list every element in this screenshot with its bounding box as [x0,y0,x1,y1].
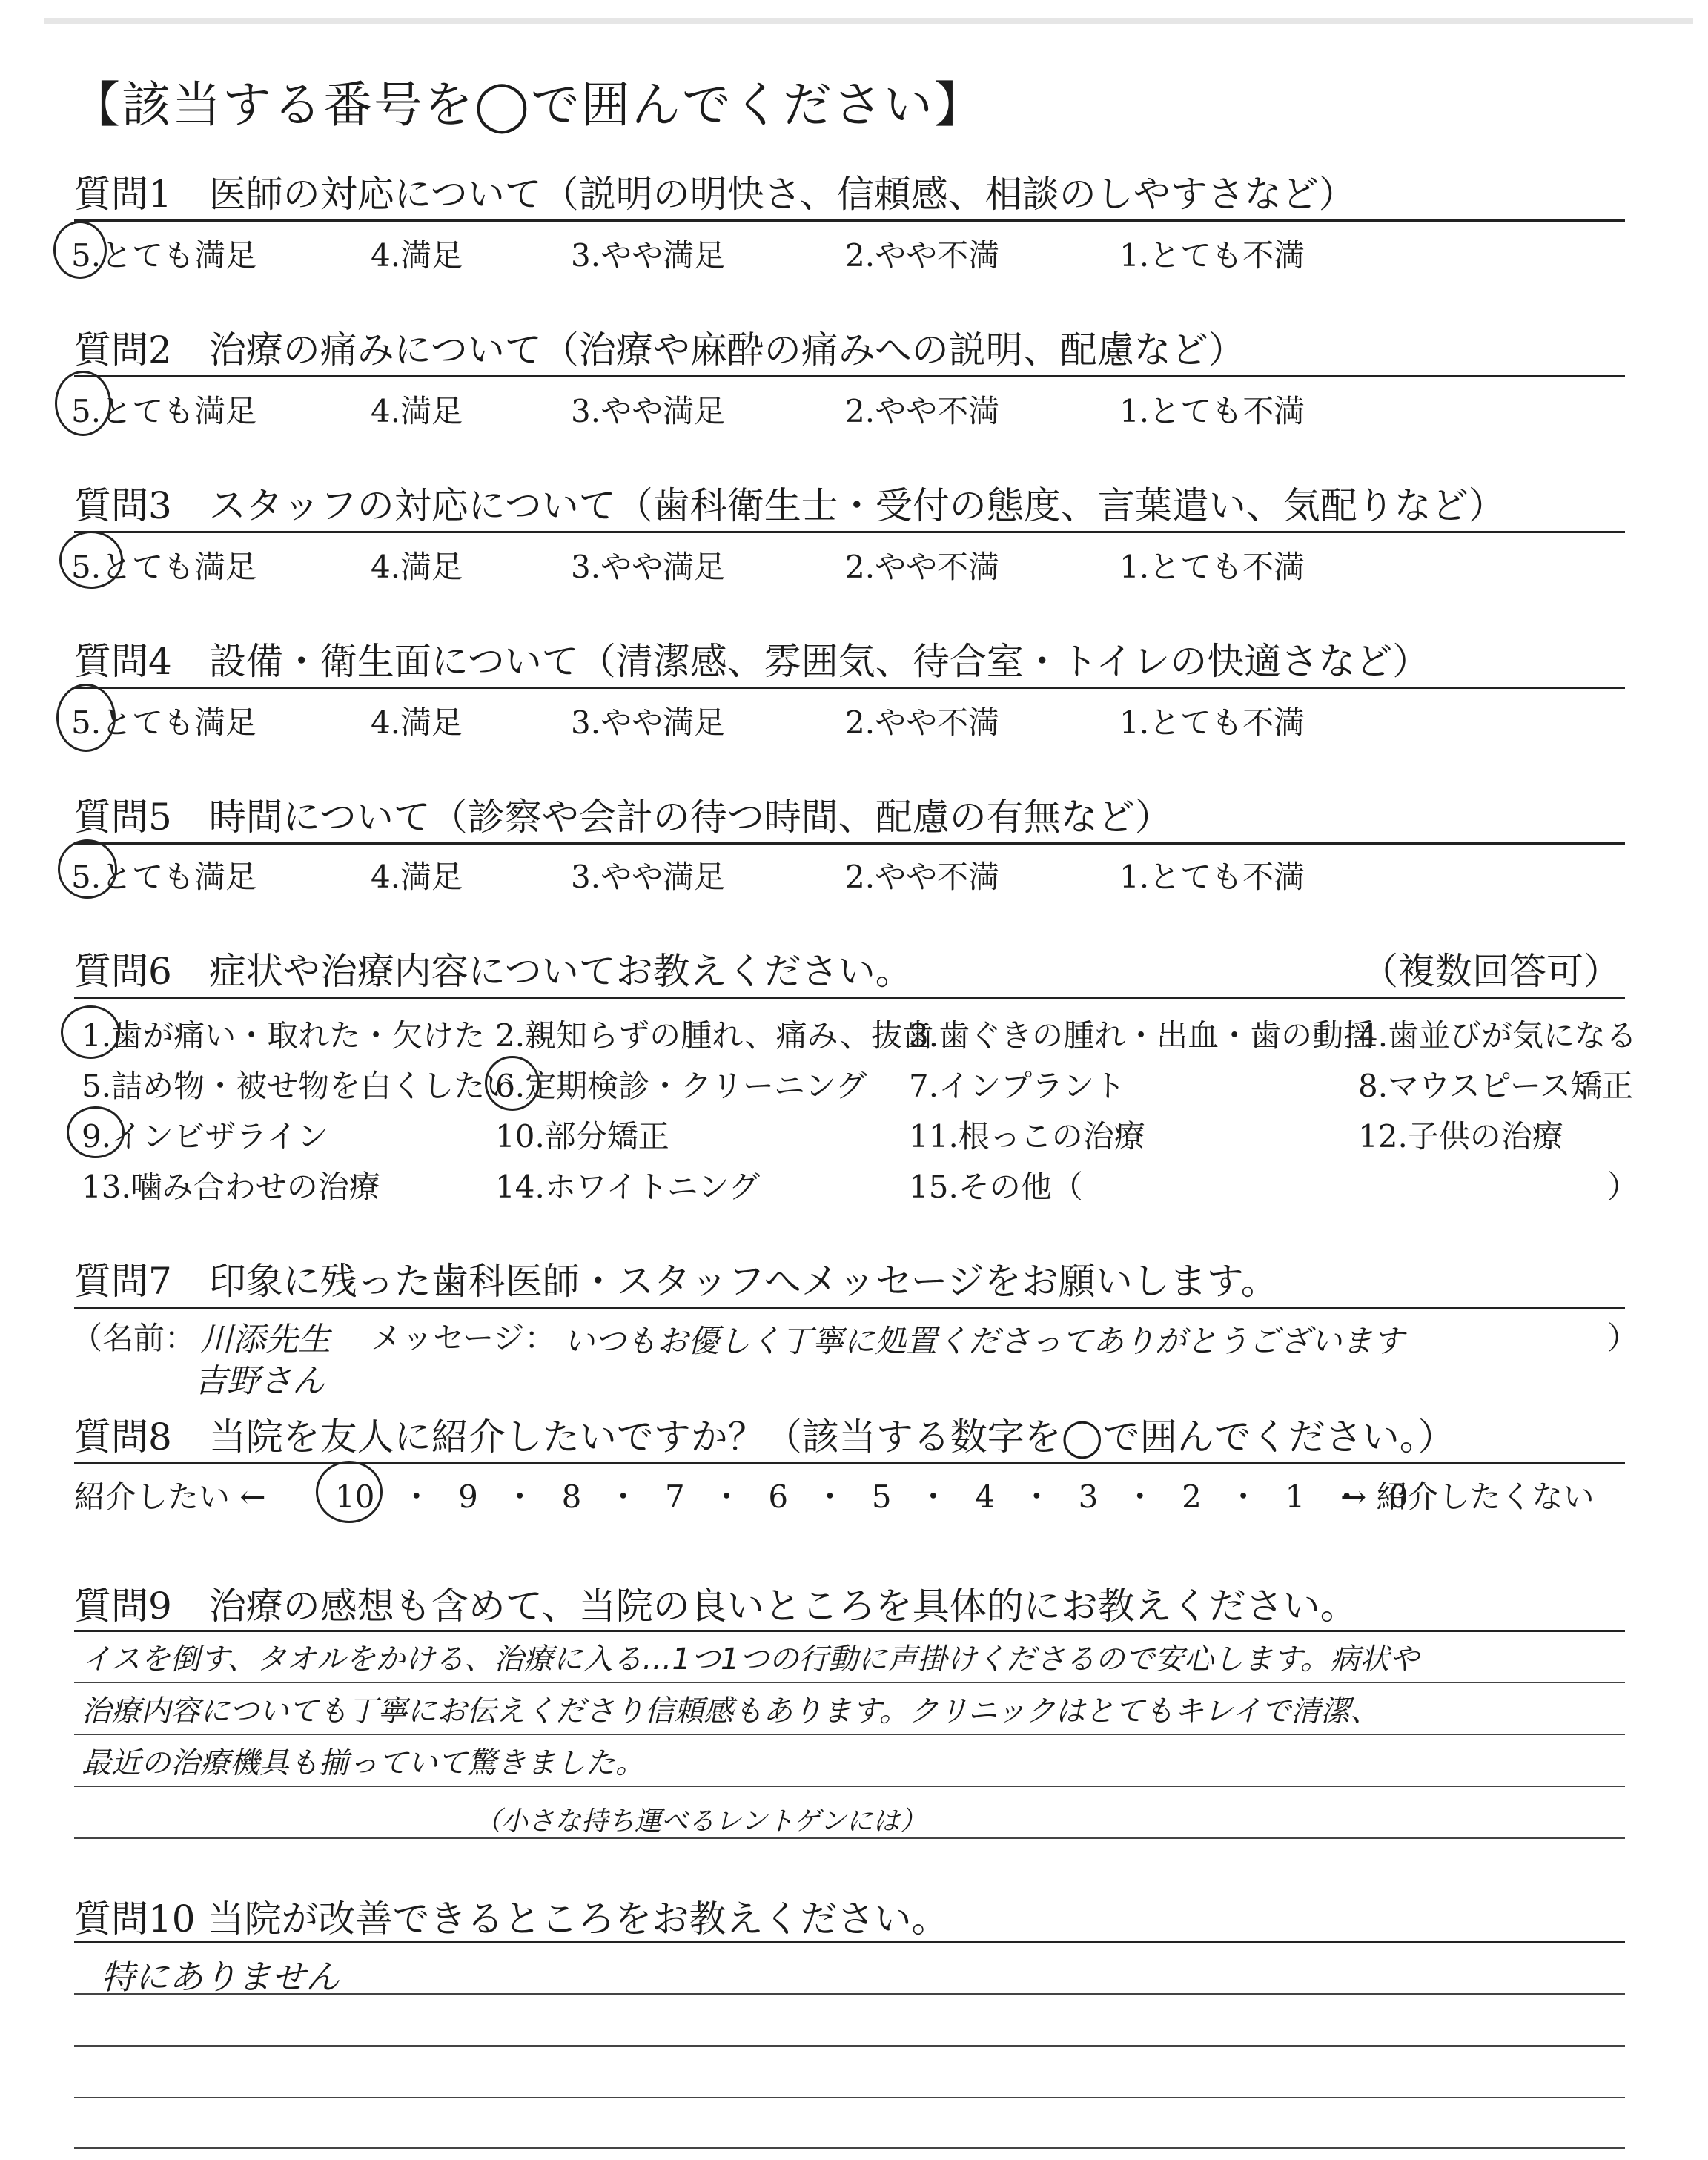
q4-option-5[interactable]: 5.とても満足 [71,704,257,741]
q3-selection-circle [59,531,123,589]
q9-answer-line [74,1682,1625,1683]
q10-answer-line [74,2147,1625,2149]
q2-option-2[interactable]: 2.やや不満 [845,393,1000,429]
question-10-rule [74,1941,1625,1943]
question-6-rule [74,997,1625,999]
q4-option-3[interactable]: 3.やや満足 [571,704,726,741]
q1-option-1[interactable]: 1.とても不満 [1119,237,1305,274]
q1-selection-circle [53,221,107,279]
q6-selection-circle-9 [67,1106,125,1158]
question-2-rule [74,375,1625,377]
q1-option-5[interactable]: 5.とても満足 [71,237,257,274]
q1-option-4[interactable]: 4.満足 [371,237,463,274]
q9-answer-line-1[interactable]: イスを倒す、タオルをかける、治療に入る…1つ1つの行動に声掛けくださるので安心します。病状や [82,1642,1420,1677]
q3-option-3[interactable]: 3.やや満足 [571,549,726,585]
question-3-rule [74,531,1625,533]
q9-answer-line [74,1734,1625,1735]
question-6-note: （複数回答可） [1361,950,1621,993]
page-title: 【該当する番号を◯で囲んでください】 [71,76,984,133]
q2-option-4[interactable]: 4.満足 [371,393,463,429]
q3-option-4[interactable]: 4.満足 [371,549,463,585]
q1-option-3[interactable]: 3.やや満足 [571,237,726,274]
q5-option-3[interactable]: 3.やや満足 [571,859,726,895]
q5-option-2[interactable]: 2.やや不満 [845,859,1000,895]
q6-item-2[interactable]: 2.親知らずの腫れ、痛み、抜歯 [495,1017,934,1054]
q7-message-value[interactable]: いつもお優しく丁寧に処置くださってありがとうございます [563,1323,1405,1359]
q2-option-1[interactable]: 1.とても不満 [1119,393,1305,429]
question-8-rule [74,1462,1625,1464]
q4-option-2[interactable]: 2.やや不満 [845,704,1000,741]
q6-item-6[interactable]: 6.定期検診・クリーニング [495,1068,867,1104]
question-8-title: 質問8 当院を友人に紹介したいですか？（該当する数字を◯で囲んでください。） [74,1416,1455,1459]
q3-option-2[interactable]: 2.やや不満 [845,549,1000,585]
question-7-rule [74,1307,1625,1309]
question-7-title: 質問7 印象に残った歯科医師・スタッフへメッセージをお願いします。 [74,1260,1278,1303]
q3-option-5[interactable]: 5.とても満足 [71,549,257,585]
question-5-title: 質問5 時間について（診察や会計の待つ時間、配慮の有無など） [74,796,1172,839]
q10-answer-line [74,2097,1625,2098]
question-3-title: 質問3 スタッフの対応について（歯科衛生士・受付の態度、言葉遣い、気配りなど） [74,484,1506,527]
q9-answer-insertion[interactable]: （小さな持ち運べるレントゲンには） [474,1806,927,1837]
q6-item-4[interactable]: 4.歯並びが気になる [1358,1017,1638,1054]
q5-option-5[interactable]: 5.とても満足 [71,859,257,895]
question-9-title: 質問9 治療の感想も含めて、当院の良いところを具体的にお教えください。 [74,1585,1357,1628]
q6-item-15[interactable]: 15.その他（ [909,1169,1083,1205]
question-1-rule [74,219,1625,222]
q8-right-label: → 紹介したくない [1340,1479,1595,1515]
question-1-title: 質問1 医師の対応について（説明の明快さ、信頼感、相談のしやすさなど） [74,173,1356,216]
q9-answer-line-2[interactable]: 治療内容についても丁寧にお伝えくださり信頼感もあります。クリニックはとてもキレイで清潔、 [82,1694,1380,1728]
question-4-title: 質問4 設備・衛生面について（清潔感、雰囲気、待合室・トイレの快適さなど） [74,640,1430,683]
q5-option-1[interactable]: 1.とても不満 [1119,859,1305,895]
q6-item-3[interactable]: 3.歯ぐきの腫れ・出血・歯の動揺 [909,1017,1375,1054]
question-9-rule [74,1630,1625,1632]
q6-item-13[interactable]: 13.噛み合わせの治療 [82,1169,380,1205]
q8-scale[interactable]: 10 ・ 9 ・ 8 ・ 7 ・ 6 ・ 5 ・ 4 ・ 3 ・ 2 ・ 1 ・ 0 [335,1479,1409,1515]
q5-selection-circle [58,839,117,899]
q4-selection-circle [56,684,116,752]
q4-option-1[interactable]: 1.とても不満 [1119,704,1305,741]
q7-close: ） [1607,1320,1639,1356]
q6-item-7[interactable]: 7.インプラント [909,1068,1126,1104]
q7-message-label: メッセージ： [371,1320,556,1356]
q2-option-3[interactable]: 3.やや満足 [571,393,726,429]
q6-item-14[interactable]: 14.ホワイトニング [495,1169,761,1205]
top-border [44,18,1693,24]
q6-selection-circle-1 [61,1005,120,1059]
q2-option-5[interactable]: 5.とても満足 [71,393,257,429]
q6-item-9[interactable]: 9.インビザライン [82,1118,328,1155]
q6-item-12[interactable]: 12.子供の治療 [1358,1118,1563,1155]
q1-option-2[interactable]: 2.やや不満 [845,237,1000,274]
question-4-rule [74,687,1625,689]
question-2-title: 質問2 治療の痛みについて（治療や麻酔の痛みへの説明、配慮など） [74,328,1245,371]
q8-left-label: 紹介したい ← [74,1479,266,1515]
q5-option-4[interactable]: 4.満足 [371,859,463,895]
q2-selection-circle [55,371,111,436]
q7-name-label: （名前： [71,1320,196,1356]
q10-answer-line [74,2045,1625,2047]
q4-option-4[interactable]: 4.満足 [371,704,463,741]
q7-name-value-2[interactable]: 吉野さん [194,1362,325,1400]
q6-item-11[interactable]: 11.根っこの治療 [909,1118,1145,1155]
q6-item-8[interactable]: 8.マウスピース矯正 [1358,1068,1634,1104]
q9-answer-line-3[interactable]: 最近の治療機具も揃っていて驚きました。 [82,1746,645,1780]
q6-item-10[interactable]: 10.部分矯正 [495,1118,669,1155]
question-10-title: 質問10 当院が改善できるところをお教えください。 [74,1898,949,1941]
question-5-rule [74,842,1625,845]
q6-selection-circle-6 [485,1056,540,1111]
q10-answer[interactable]: 特にありません [101,1957,340,1997]
q9-answer-line [74,1786,1625,1787]
q6-item-15-close: ） [1607,1169,1639,1205]
q3-option-1[interactable]: 1.とても不満 [1119,549,1305,585]
q7-name-value-1[interactable]: 川添先生 [200,1321,331,1358]
question-6-title: 質問6 症状や治療内容についてお教えください。 [74,950,913,993]
q8-selection-circle [316,1461,383,1523]
q6-item-1[interactable]: 1.歯が痛い・取れた・欠けた [82,1017,486,1054]
q6-item-5[interactable]: 5.詰め物・被せ物を白くしたい [82,1068,517,1104]
